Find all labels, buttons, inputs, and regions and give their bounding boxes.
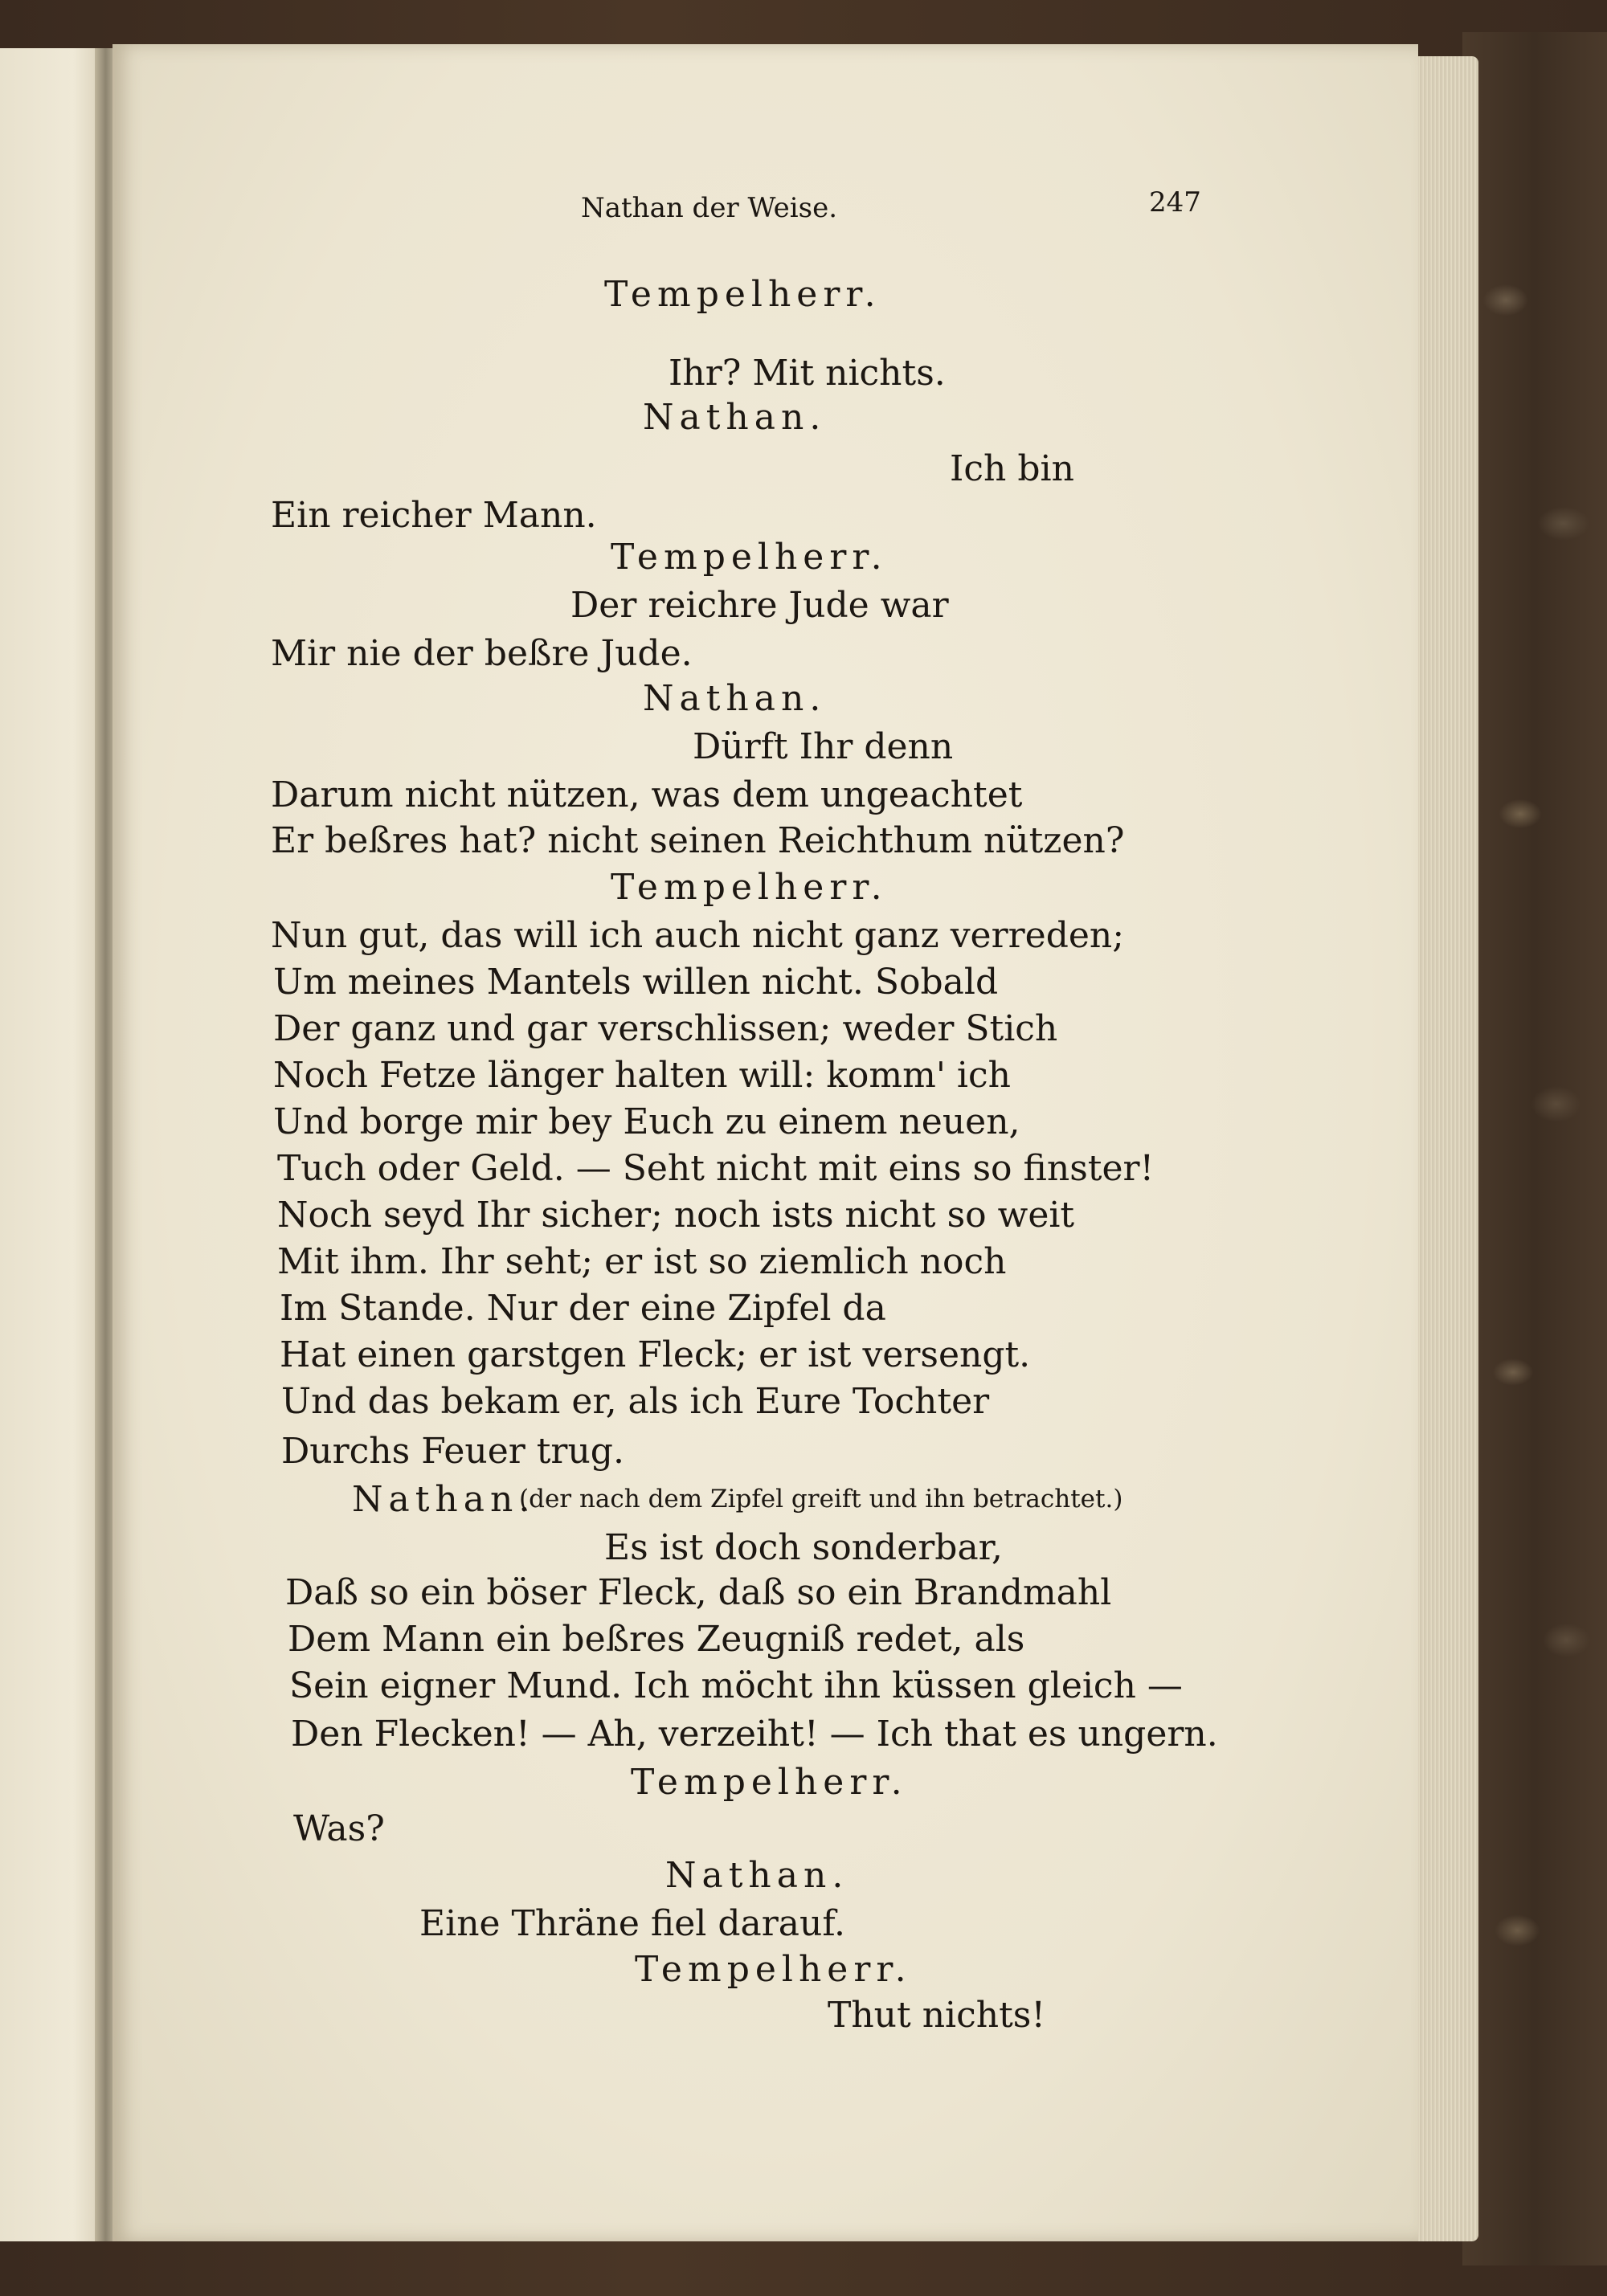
verse-line: Dürft Ihr denn: [693, 726, 954, 767]
verse-line: Ihr? Mit nichts.: [669, 353, 946, 394]
verse-line: Und das bekam er, als ich Eure Tochter: [281, 1381, 990, 1422]
verse-line: Sein eigner Mund. Ich möcht ihn küssen gleich —: [289, 1665, 1183, 1706]
speaker-label: Nathan.: [643, 678, 827, 719]
verse-line: Eine Thräne fiel darauf.: [419, 1903, 846, 1944]
speaker-label: Tempelherr.: [611, 867, 888, 908]
verse-line: Was?: [293, 1808, 385, 1849]
speaker-label: Nathan.: [665, 1855, 849, 1896]
stage-direction: (der nach dem Zipfel greift und ihn betrachtet.): [519, 1485, 1123, 1514]
verse-line: Ich bin: [950, 448, 1074, 489]
verse-line: Um meines Mantels willen nicht. Sobald: [273, 962, 999, 1003]
verse-line: Thut nichts!: [828, 1995, 1046, 2036]
speaker-label: Tempelherr.: [635, 1949, 912, 1990]
verse-line: Es ist doch sonderbar,: [604, 1527, 1003, 1568]
verse-line: Nun gut, das will ich auch nicht ganz verreden;: [271, 915, 1125, 956]
verse-line: Durchs Feuer trug.: [281, 1431, 624, 1472]
running-title: Nathan der Weise.: [581, 192, 838, 224]
speaker-label: Nathan.: [352, 1479, 536, 1520]
marbled-cover: [1462, 32, 1607, 2265]
verse-line: Und borge mir bey Euch zu einem neuen,: [273, 1101, 1020, 1142]
verse-line: Im Stande. Nur der eine Zipfel da: [280, 1288, 886, 1329]
verse-line: Der reichre Jude war: [570, 585, 949, 626]
page-edge-stack: [1414, 56, 1478, 2241]
facing-page-edge: [0, 48, 104, 2241]
page-number: 247: [1149, 186, 1201, 219]
verse-line: Tuch oder Geld. — Seht nicht mit eins so finster!: [277, 1148, 1155, 1189]
verse-line: Noch seyd Ihr sicher; noch ists nicht so weit: [277, 1195, 1075, 1236]
verse-line: Den Flecken! — Ah, verzeiht! — Ich that es ungern.: [291, 1714, 1218, 1755]
speaker-label: Tempelherr.: [611, 537, 888, 578]
book-page: [112, 44, 1418, 2241]
speaker-label: Nathan.: [643, 397, 827, 438]
verse-line: Der ganz und gar verschlissen; weder Stich: [273, 1008, 1058, 1049]
verse-line: Daß so ein böser Fleck, daß so ein Brandmahl: [285, 1572, 1112, 1613]
verse-line: Ein reicher Mann.: [271, 495, 597, 536]
verse-line: Er beßres hat? nicht seinen Reichthum nützen?: [271, 820, 1125, 861]
verse-line: Noch Fetze länger halten will: komm' ich: [273, 1055, 1011, 1096]
verse-line: Hat einen garstgen Fleck; er ist versengt.: [280, 1334, 1031, 1375]
verse-line: Mit ihm. Ihr seht; er ist so ziemlich noch: [277, 1241, 1007, 1282]
speaker-label: Tempelherr.: [604, 274, 881, 315]
verse-line: Dem Mann ein beßres Zeugniß redet, als: [288, 1619, 1025, 1660]
verse-line: Mir nie der beßre Jude.: [271, 633, 693, 674]
verse-line: Darum nicht nützen, was dem ungeachtet: [271, 774, 1023, 815]
speaker-label: Tempelherr.: [631, 1762, 908, 1803]
